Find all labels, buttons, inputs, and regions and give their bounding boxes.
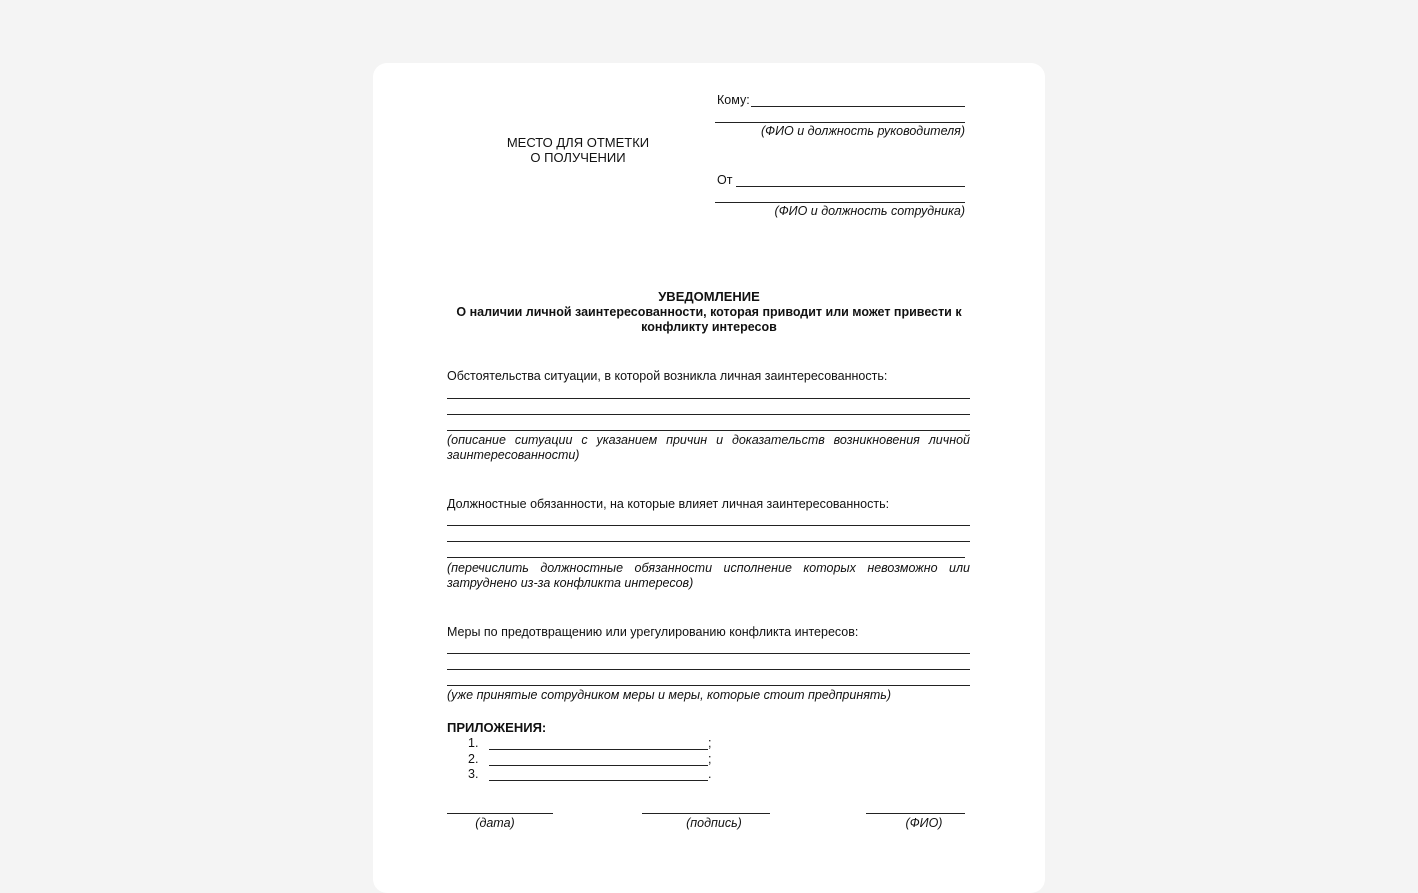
name-line[interactable] (866, 813, 965, 814)
attachment-1-end: ; (708, 736, 712, 750)
date-caption: (дата) (475, 816, 515, 830)
circumstances-line-3[interactable] (447, 430, 970, 431)
from-line-2[interactable] (715, 202, 965, 203)
document-title: УВЕДОМЛЕНИЕ (658, 289, 760, 304)
circumstances-line-1[interactable] (447, 398, 970, 399)
section-duties-label: Должностные обязанности, на которые влияет личная заинтересованность: (447, 497, 890, 511)
receipt-mark-area (478, 135, 678, 165)
attachment-3-line[interactable] (489, 780, 708, 781)
attachment-2-number: 2. (468, 752, 479, 766)
attachment-3-number: 3. (468, 767, 479, 781)
attachment-1-line[interactable] (489, 749, 708, 750)
duties-line-1[interactable] (447, 525, 970, 526)
document-subtitle-line1: О наличии личной заинтересованности, которая приводит или может привести к (456, 305, 962, 319)
measures-line-2[interactable] (447, 669, 970, 670)
duties-line-2[interactable] (447, 541, 970, 542)
from-label: От (717, 173, 733, 187)
name-caption: (ФИО) (905, 816, 943, 830)
measures-line-3[interactable] (447, 685, 970, 686)
to-caption: (ФИО и должность руководителя) (761, 124, 965, 138)
to-label: Кому: (717, 93, 750, 107)
date-line[interactable] (447, 813, 553, 814)
attachment-2-end: ; (708, 752, 712, 766)
to-line-2[interactable] (715, 122, 965, 123)
signature-line[interactable] (642, 813, 770, 814)
measures-line-1[interactable] (447, 653, 970, 654)
signature-caption: (подпись) (686, 816, 742, 830)
section-measures-label: Меры по предотвращению или урегулированию конфликта интересов: (447, 625, 859, 639)
duties-line-3[interactable] (447, 557, 965, 558)
section-circumstances-label: Обстоятельства ситуации, в которой возникла личная заинтересованность: (447, 369, 888, 383)
measures-hint: (уже принятые сотрудником меры и меры, которые стоит предпринять) (447, 688, 892, 702)
document-subtitle-line2: конфликту интересов (641, 320, 777, 334)
to-line-1[interactable] (751, 106, 965, 107)
attachment-1-number: 1. (468, 736, 479, 750)
document-page (373, 63, 1045, 893)
circumstances-line-2[interactable] (447, 414, 970, 415)
receipt-mark-line2: О ПОЛУЧЕНИИ (530, 150, 626, 165)
attachments-heading: ПРИЛОЖЕНИЯ: (447, 720, 547, 735)
circumstances-hint: (описание ситуации с указанием причин и доказательств возникновения личной заинтересованности) (447, 433, 970, 462)
duties-hint: (перечислить должностные обязанности исполнение которых невозможно или затруднено из-за конфликта интересов) (447, 561, 970, 590)
attachment-2-line[interactable] (489, 765, 708, 766)
from-line-1[interactable] (736, 186, 965, 187)
attachment-3-end: . (708, 767, 712, 781)
from-caption: (ФИО и должность сотрудника) (774, 204, 965, 218)
receipt-mark-line1: МЕСТО ДЛЯ ОТМЕТКИ (506, 135, 650, 150)
